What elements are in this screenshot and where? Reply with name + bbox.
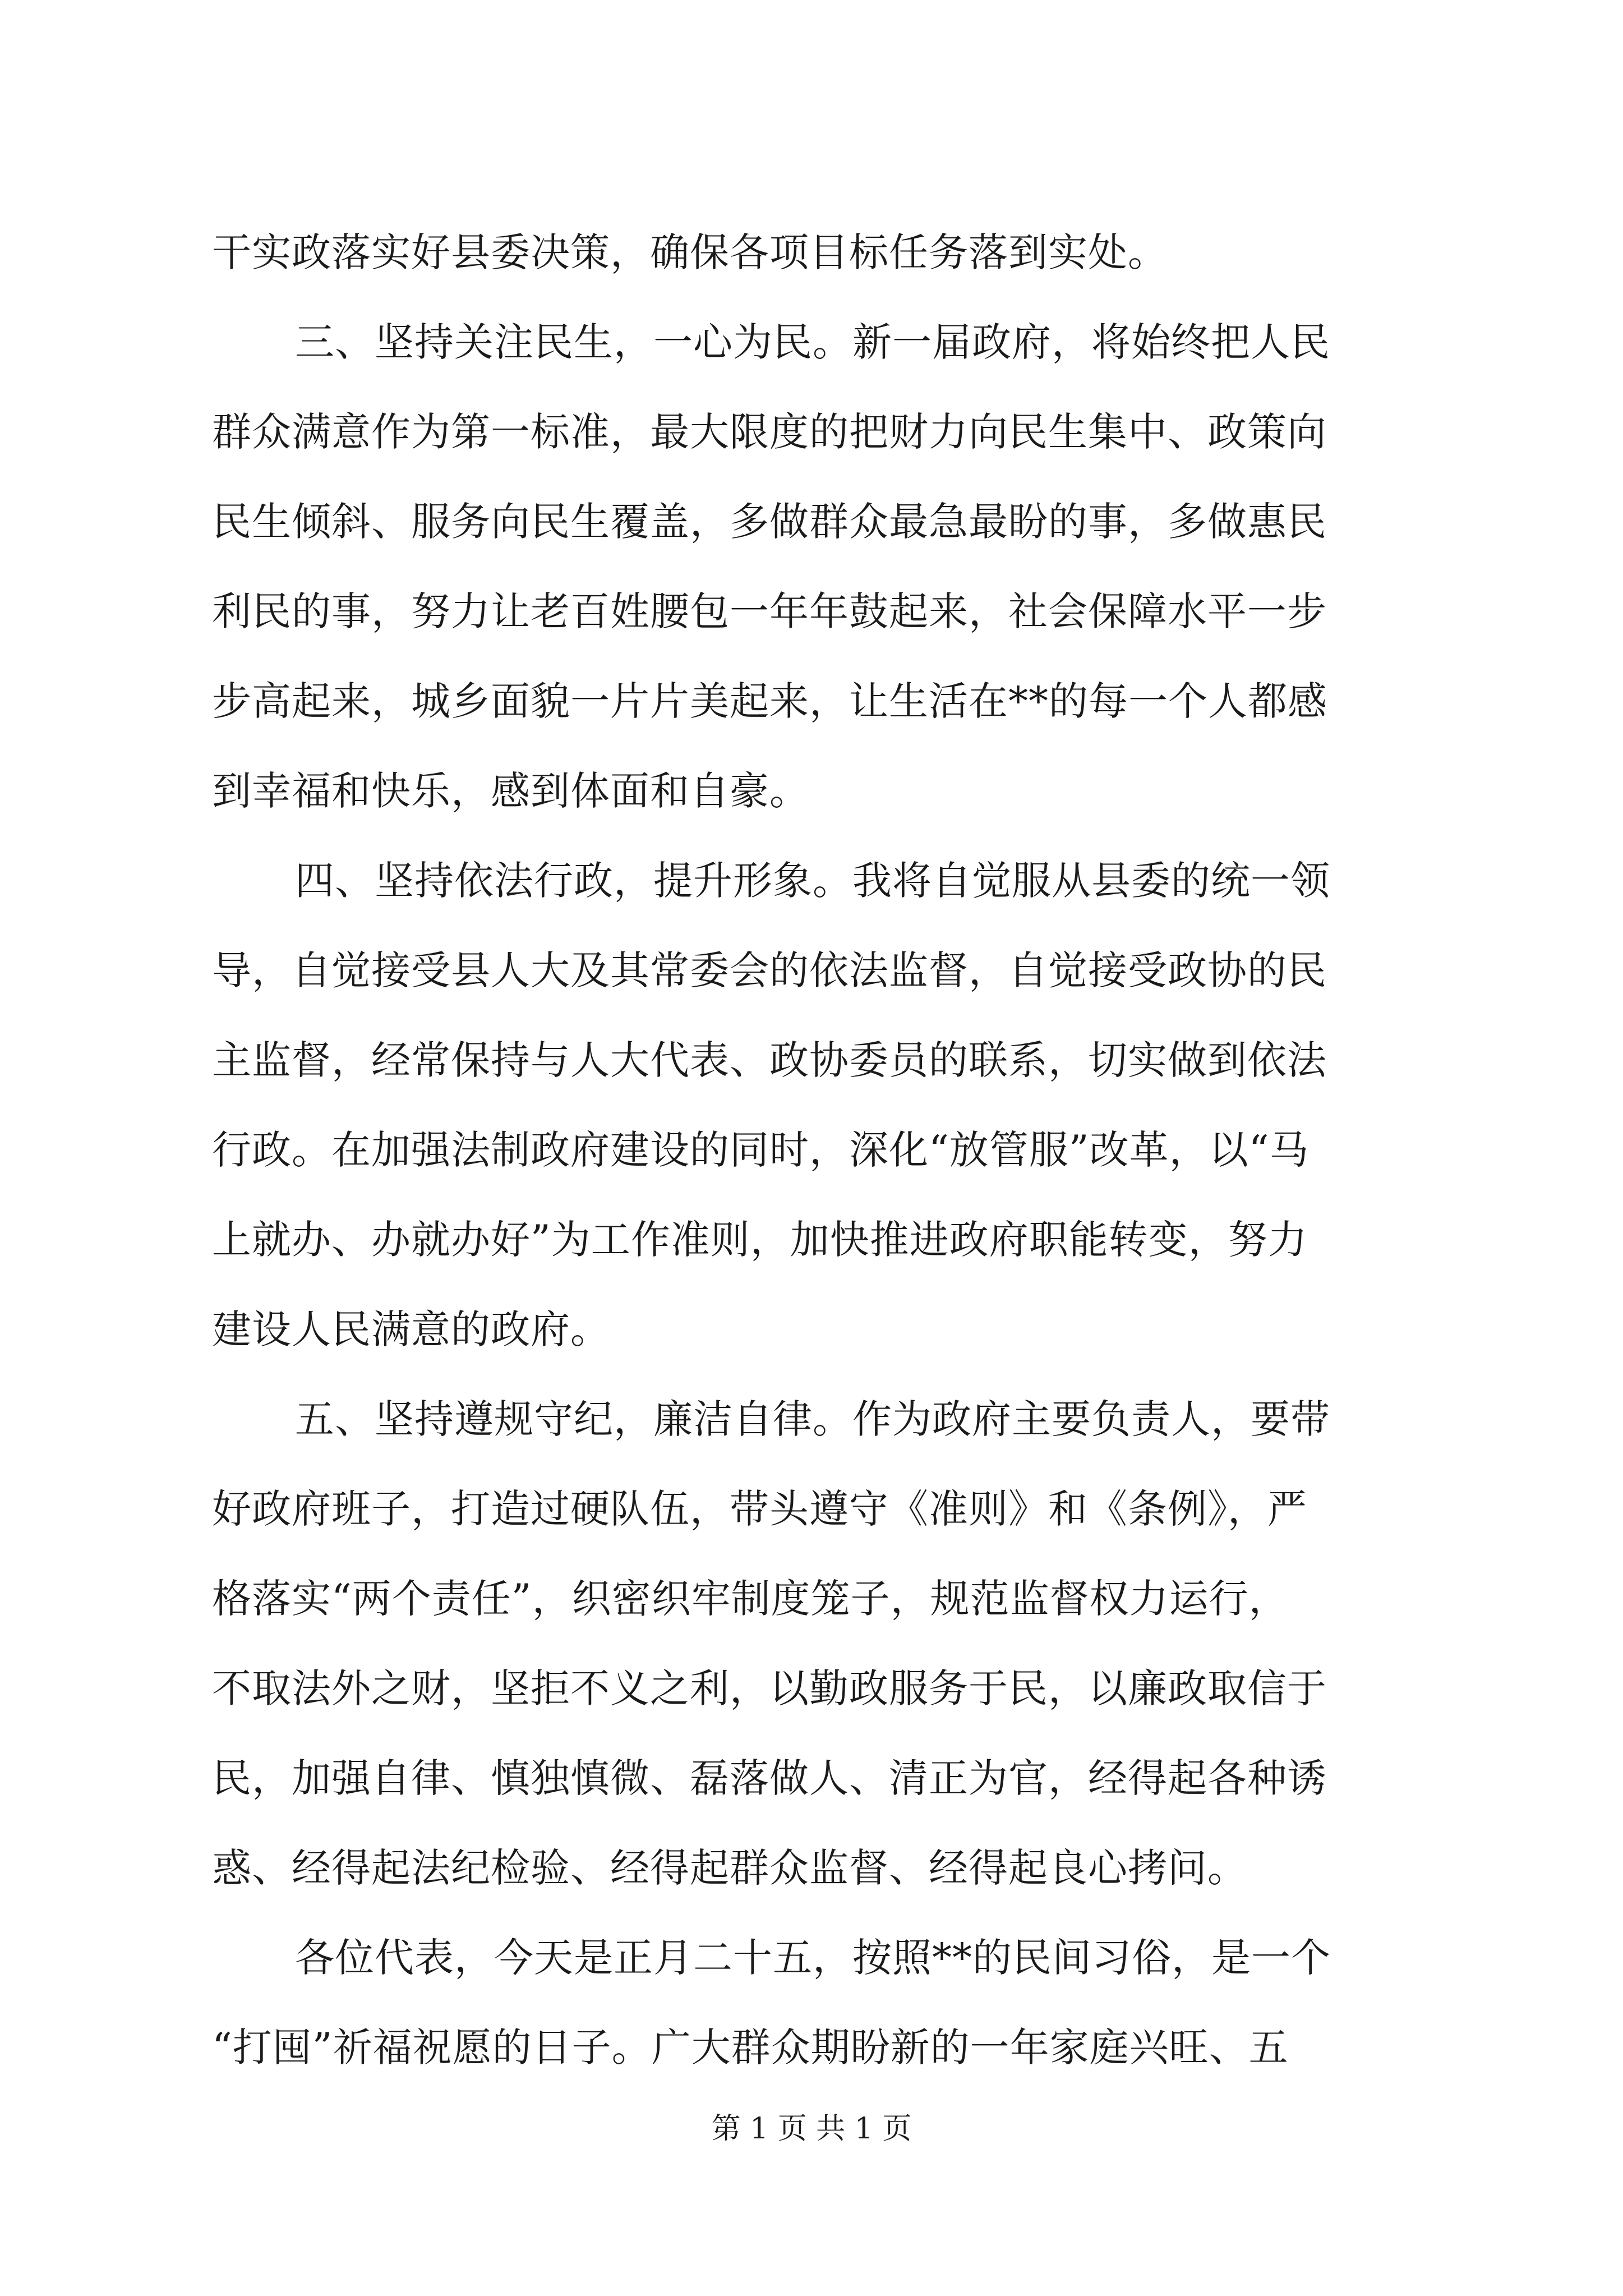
text-line: 各位代表，今天是正月二十五，按照**的民间习俗，是一个 xyxy=(295,1935,1331,1981)
text-line: 三、坚持关注民生，一心为民。新一届政府，将始终把人民 xyxy=(295,319,1330,365)
text-line: 五、坚持遵规守纪，廉洁自律。作为政府主要负责人，要带 xyxy=(295,1396,1330,1442)
paragraph-yifa xyxy=(212,836,1423,1374)
text-line: “打囤”祈福祝愿的日子。广大群众期盼新的一年家庭兴旺、五 xyxy=(212,2024,1289,2070)
text-line: 四、坚持依法行政，提升形象。我将自觉服从县委的统一领 xyxy=(295,858,1330,904)
text-line: 格落实“两个责任”，织密织牢制度笼子，规范监督权力运行， xyxy=(212,1576,1289,1622)
text-line: 主监督，经常保持与人大代表、政协委员的联系，切实做到依法 xyxy=(212,1037,1327,1083)
text-line: 到幸福和快乐，感到体面和自豪。 xyxy=(212,768,809,814)
text-line: 不取法外之财，坚拒不义之利，以勤政服务于民，以廉政取信于 xyxy=(212,1665,1327,1711)
text-line: 惑、经得起法纪检验、经得起群众监督、经得起良心拷问。 xyxy=(212,1845,1247,1891)
text-line: 行政。在加强法制政府建设的同时，深化“放管服”改革，以“马 xyxy=(212,1127,1310,1173)
page-number-footer: 第 1 页 共 1 页 xyxy=(711,2112,912,2146)
paragraph-lianjie xyxy=(212,1374,1423,1913)
text-line: 利民的事，努力让老百姓腰包一年年鼓起来，社会保障水平一步 xyxy=(212,588,1327,634)
text-line: 步高起来，城乡面貌一片片美起来，让生活在**的每一个人都感 xyxy=(212,678,1327,724)
text-line: 导，自觉接受县人大及其常委会的依法监督，自觉接受政协的民 xyxy=(212,947,1327,993)
text-line: 建设人民满意的政府。 xyxy=(212,1306,610,1352)
text-line: 好政府班子，打造过硬队伍，带头遵守《准则》和《条例》，严 xyxy=(212,1486,1307,1532)
text-line: 上就办、办就办好”为工作准则，加快推进政府职能转变，努力 xyxy=(212,1217,1308,1263)
text-line: 民，加强自律、慎独慎微、磊落做人、清正为官，经得起各种诱 xyxy=(212,1755,1327,1801)
text-line: 群众满意作为第一标准，最大限度的把财力向民生集中、政策向 xyxy=(212,409,1327,455)
paragraph-daibiao xyxy=(212,1913,1423,2092)
text-line: 民生倾斜、服务向民生覆盖，多做群众最急最盼的事，多做惠民 xyxy=(212,499,1327,545)
paragraph-continuation xyxy=(212,208,1423,297)
document-body xyxy=(212,208,1423,2092)
paragraph-minsheng xyxy=(212,297,1423,836)
text-line: 干实政落实好县委决策，确保各项目标任务落到实处。 xyxy=(212,229,1168,275)
